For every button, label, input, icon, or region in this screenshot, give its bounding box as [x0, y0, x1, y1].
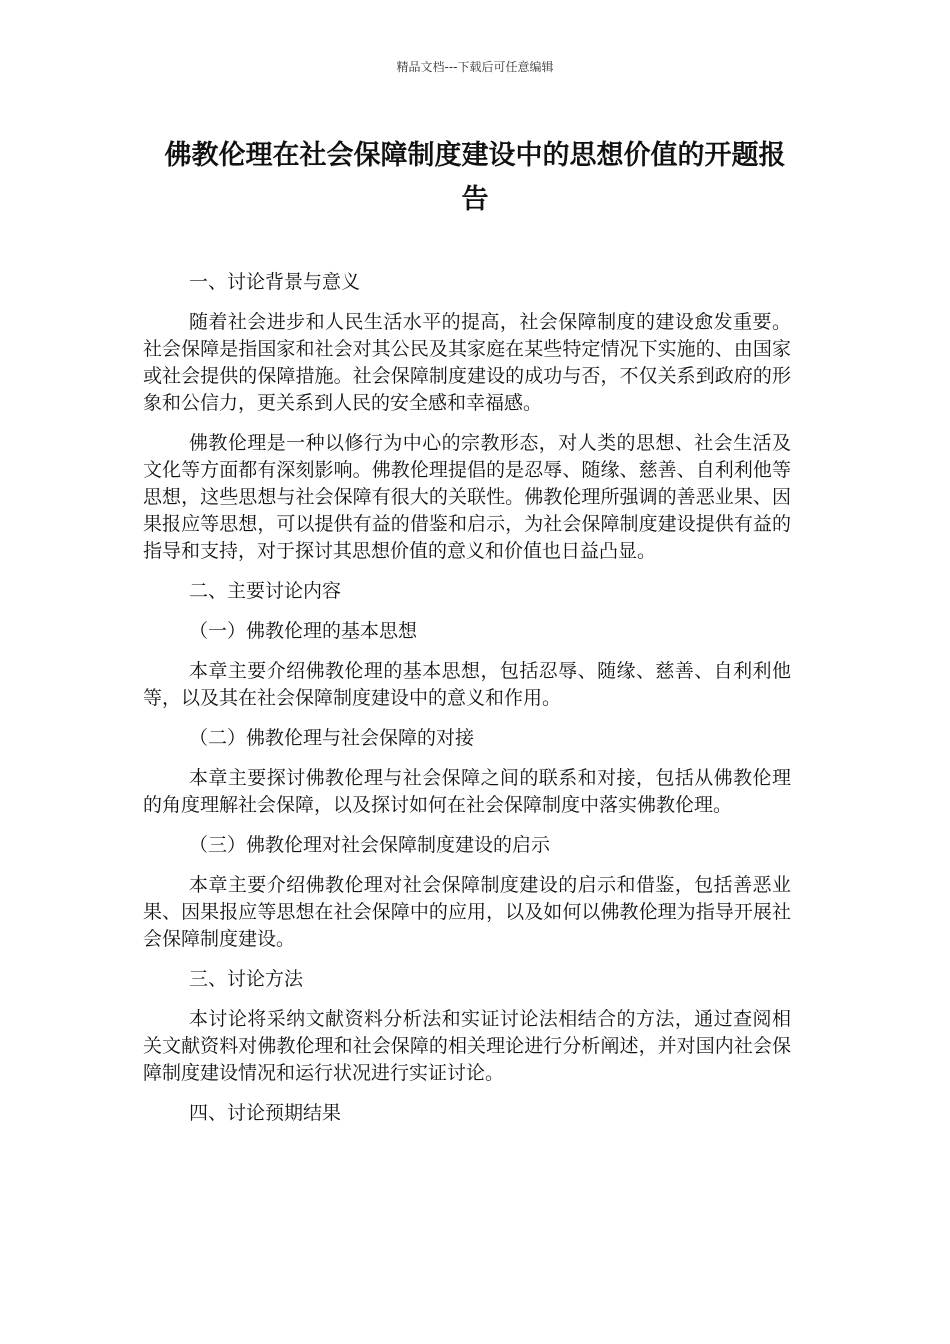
section-3-heading: 三、讨论方法 [189, 968, 304, 990]
page-header: 精品文档---下载后可任意编辑 [396, 60, 554, 74]
section-2-3-paragraph: 本章主要介绍佛教伦理对社会保障制度建设的启示和借鉴，包括善恶业果、因果报应等思想在社会保障中的应用，以及如何以佛教伦理为指导开展社会保障制度建设。 [143, 874, 791, 950]
section-3-paragraph: 本讨论将采纳文献资料分析法和实证讨论法相结合的方法，通过查阅相关文献资料对佛教伦理和社会保障的相关理论进行分析阐述，并对国内社会保障制度建设情况和运行状况进行实证讨论。 [143, 1008, 791, 1084]
section-2-2-paragraph: 本章主要探讨佛教伦理与社会保障之间的联系和对接，包括从佛教伦理的角度理解社会保障，以及探讨如何在社会保障制度中落实佛教伦理。 [143, 767, 791, 816]
document-title [130, 134, 820, 222]
section-1-heading: 一、讨论背景与意义 [189, 271, 361, 293]
section-2-3-heading: （三）佛教伦理对社会保障制度建设的启示 [189, 834, 551, 856]
title-line-1: 佛教伦理在社会保障制度建设中的思想价值的开题报 [164, 140, 786, 171]
section-2-1-paragraph: 本章主要介绍佛教伦理的基本思想，包括忍辱、随缘、慈善、自利利他等，以及其在社会保障制度建设中的意义和作用。 [143, 660, 791, 709]
title-line-2: 告 [461, 184, 489, 215]
section-2-heading: 二、主要讨论内容 [189, 580, 342, 602]
section-1-paragraph-2: 佛教伦理是一种以修行为中心的宗教形态，对人类的思想、社会生活及文化等方面都有深刻影响。佛教伦理提倡的是忍辱、随缘、慈善、自利利他等思想，这些思想与社会保障有很大的关联性。佛教伦理所强调的善恶业果、因果报应等思想，可以提供有益的借鉴和启示，为社会保障制度建设提供有益的指导和支持，对于探讨其思想价值的意义和价值也日益凸显。 [143, 432, 791, 562]
section-1-paragraph-1: 随着社会进步和人民生活水平的提高，社会保障制度的建设愈发重要。社会保障是指国家和社会对其公民及其家庭在某些特定情况下实施的、由国家或社会提供的保障措施。社会保障制度建设的成功与否，不仅关系到政府的形象和公信力，更关系到人民的安全感和幸福感。 [143, 311, 791, 414]
section-2-1-heading: （一）佛教伦理的基本思想 [189, 620, 418, 642]
section-2-2-heading: （二）佛教伦理与社会保障的对接 [189, 727, 475, 749]
document-body [143, 269, 791, 1140]
section-4-heading: 四、讨论预期结果 [189, 1102, 342, 1124]
